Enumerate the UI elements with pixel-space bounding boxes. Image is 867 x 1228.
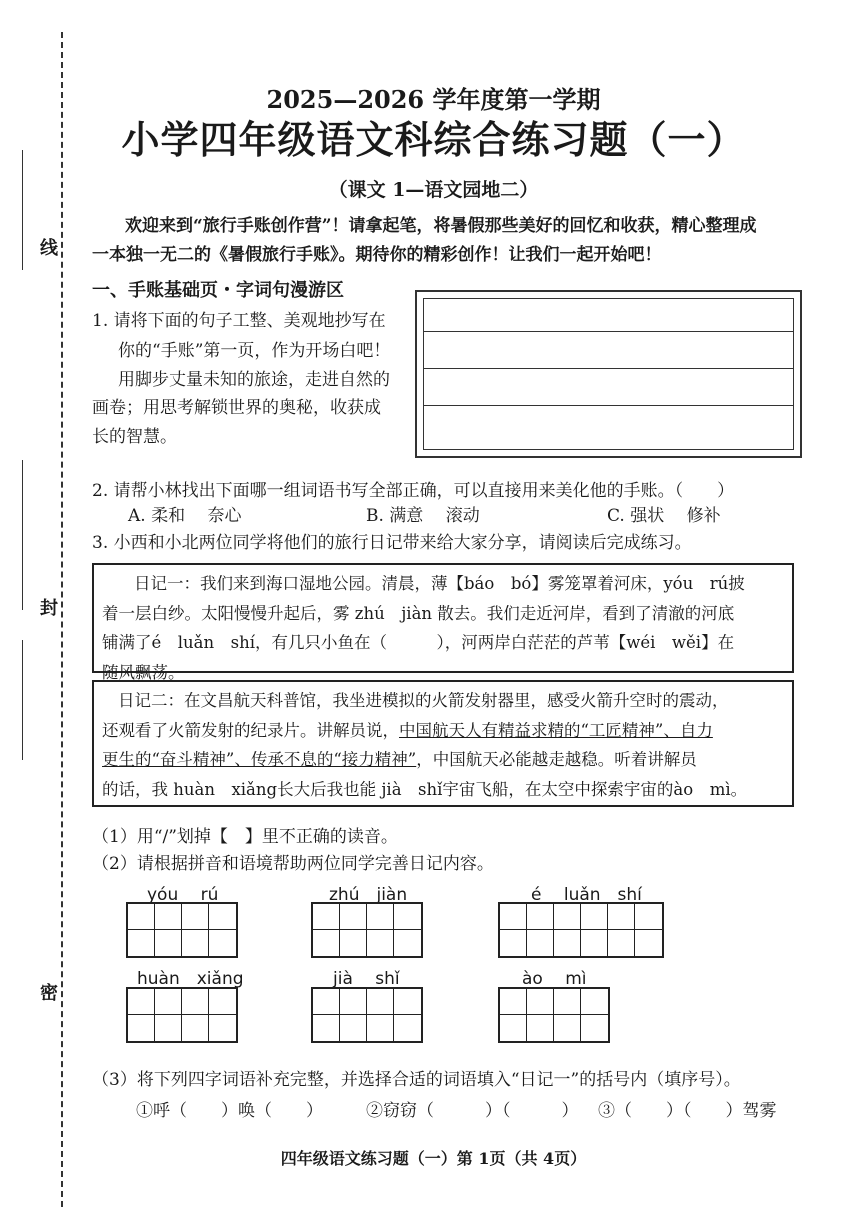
pinyin-label: yóu rú: [147, 885, 219, 905]
pinyin-label: jià shǐ: [333, 969, 400, 989]
q1-line-1: 1. 请将下面的句子工整、美观地抄写在: [92, 311, 386, 331]
fill-item-2[interactable]: ②窃窃（ ）（ ）: [366, 1101, 579, 1121]
diary-1-line: 日记一：我们来到海口湿地公园。清晨，薄【báo bó】雾笼罩着河床，yóu rú披: [134, 574, 745, 593]
q1-sentence-1: 用脚步丈量未知的旅途，走进自然的: [118, 370, 390, 390]
copy-writing-box[interactable]: [415, 290, 802, 458]
binding-dashed-line: [61, 32, 63, 1207]
fill-item-1[interactable]: ①呼（ ）唤（ ）: [136, 1101, 323, 1121]
q1-sentence-2: 画卷；用思考解锁世界的奥秘，收获成: [92, 398, 381, 418]
diary-2-underlined: 中国航天人有精益求精的“工匠精神”、自力: [399, 720, 713, 740]
q1-line-2: 你的“手账”第一页，作为开场白吧！: [118, 341, 391, 361]
intro-line-1: 欢迎来到“旅行手账创作营”！请拿起笔，将暑假那些美好的回忆和收获，精心整理成: [125, 216, 757, 236]
diary-1-line: 着一层白纱。太阳慢慢升起后，雾 zhú jiàn 散去。我们走近河岸，看到了清澈的河底: [102, 603, 735, 623]
q3-sub-3: （3）将下列四字词语补充完整，并选择合适的词语填入“日记一”的括号内（填序号）。: [92, 1070, 741, 1090]
name-field-line[interactable]: [22, 150, 23, 270]
lesson-scope: （课文 1—语文园地二）: [328, 179, 539, 201]
diary-1-line: 随风飘荡。: [102, 662, 185, 682]
diary-2-underlined: 更生的“奋斗精神”、传承不息的“接力精神”: [102, 750, 417, 769]
binding-char-secret: 密: [40, 975, 58, 1009]
diary-2-line: 的话，我 huàn xiǎng长大后我也能 jià shǐ宇宙飞船，在太空中探索宇宙的ào mì。: [102, 779, 748, 799]
diary-2-line: 还观看了火箭发射的纪录片。讲解员说，: [102, 720, 399, 740]
q2-option-a[interactable]: A. 柔和 奈心: [128, 506, 242, 526]
section-1-heading: 一、手账基础页・字词句漫游区: [92, 280, 344, 301]
diary-2-box: [92, 680, 794, 807]
writing-grid-4[interactable]: [126, 987, 238, 1043]
q1-sentence-3: 长的智慧。: [92, 427, 177, 447]
pinyin-label: é luǎn shí: [531, 885, 642, 905]
binding-char-seal: 封: [40, 590, 58, 624]
pinyin-label: zhú jiàn: [329, 885, 408, 905]
writing-grid-4[interactable]: [126, 902, 238, 958]
pinyin-label: huàn xiǎng: [137, 969, 244, 989]
writing-grid-4[interactable]: [498, 987, 610, 1043]
school-field-line[interactable]: [22, 640, 23, 760]
q2-option-c[interactable]: C. 强状 修补: [607, 506, 721, 526]
page-title: 小学四年级语文科综合练习题（一）: [121, 117, 746, 162]
page-footer: 四年级语文练习题（一）第 1页（共 4页）: [280, 1149, 587, 1168]
q3-sub-1: （1）用“/”划掉【 】里不正确的读音。: [92, 827, 398, 847]
class-field-line[interactable]: [22, 460, 23, 610]
q2-stem: 2. 请帮小林找出下面哪一组词语书写全部正确，可以直接用来美化他的手账。（ ）: [92, 481, 735, 501]
q3-stem: 3. 小西和小北两位同学将他们的旅行日记带来给大家分享，请阅读后完成练习。: [92, 533, 692, 553]
diary-2-line: ，中国航天必能越走越稳。听着讲解员: [416, 750, 697, 769]
diary-1-line: 铺满了é luǎn shí，有几只小鱼在（ ），河两岸白茫茫的芦苇【wéi wěi】在: [102, 633, 735, 652]
diary-1-box: [92, 563, 794, 682]
school-year: 2025—2026 学年度第一学期: [266, 85, 601, 114]
writing-grid-6[interactable]: [498, 902, 664, 958]
pinyin-label: ào mì: [522, 969, 587, 989]
fill-item-3[interactable]: ③（ ）（ ）驾雾: [598, 1101, 777, 1121]
binding-char-line: 线: [40, 230, 58, 264]
writing-grid-4[interactable]: [311, 987, 423, 1043]
writing-grid-4[interactable]: [311, 902, 423, 958]
q3-sub-2: （2）请根据拼音和语境帮助两位同学完善日记内容。: [92, 854, 494, 874]
diary-2-line: 日记二：在文昌航天科普馆，我坐进模拟的火箭发射器里，感受火箭升空时的震动，: [118, 691, 729, 710]
intro-line-2: 一本独一无二的《暑假旅行手账》。期待你的精彩创作！让我们一起开始吧！: [92, 245, 662, 265]
q2-option-b[interactable]: B. 满意 滚动: [366, 506, 480, 526]
